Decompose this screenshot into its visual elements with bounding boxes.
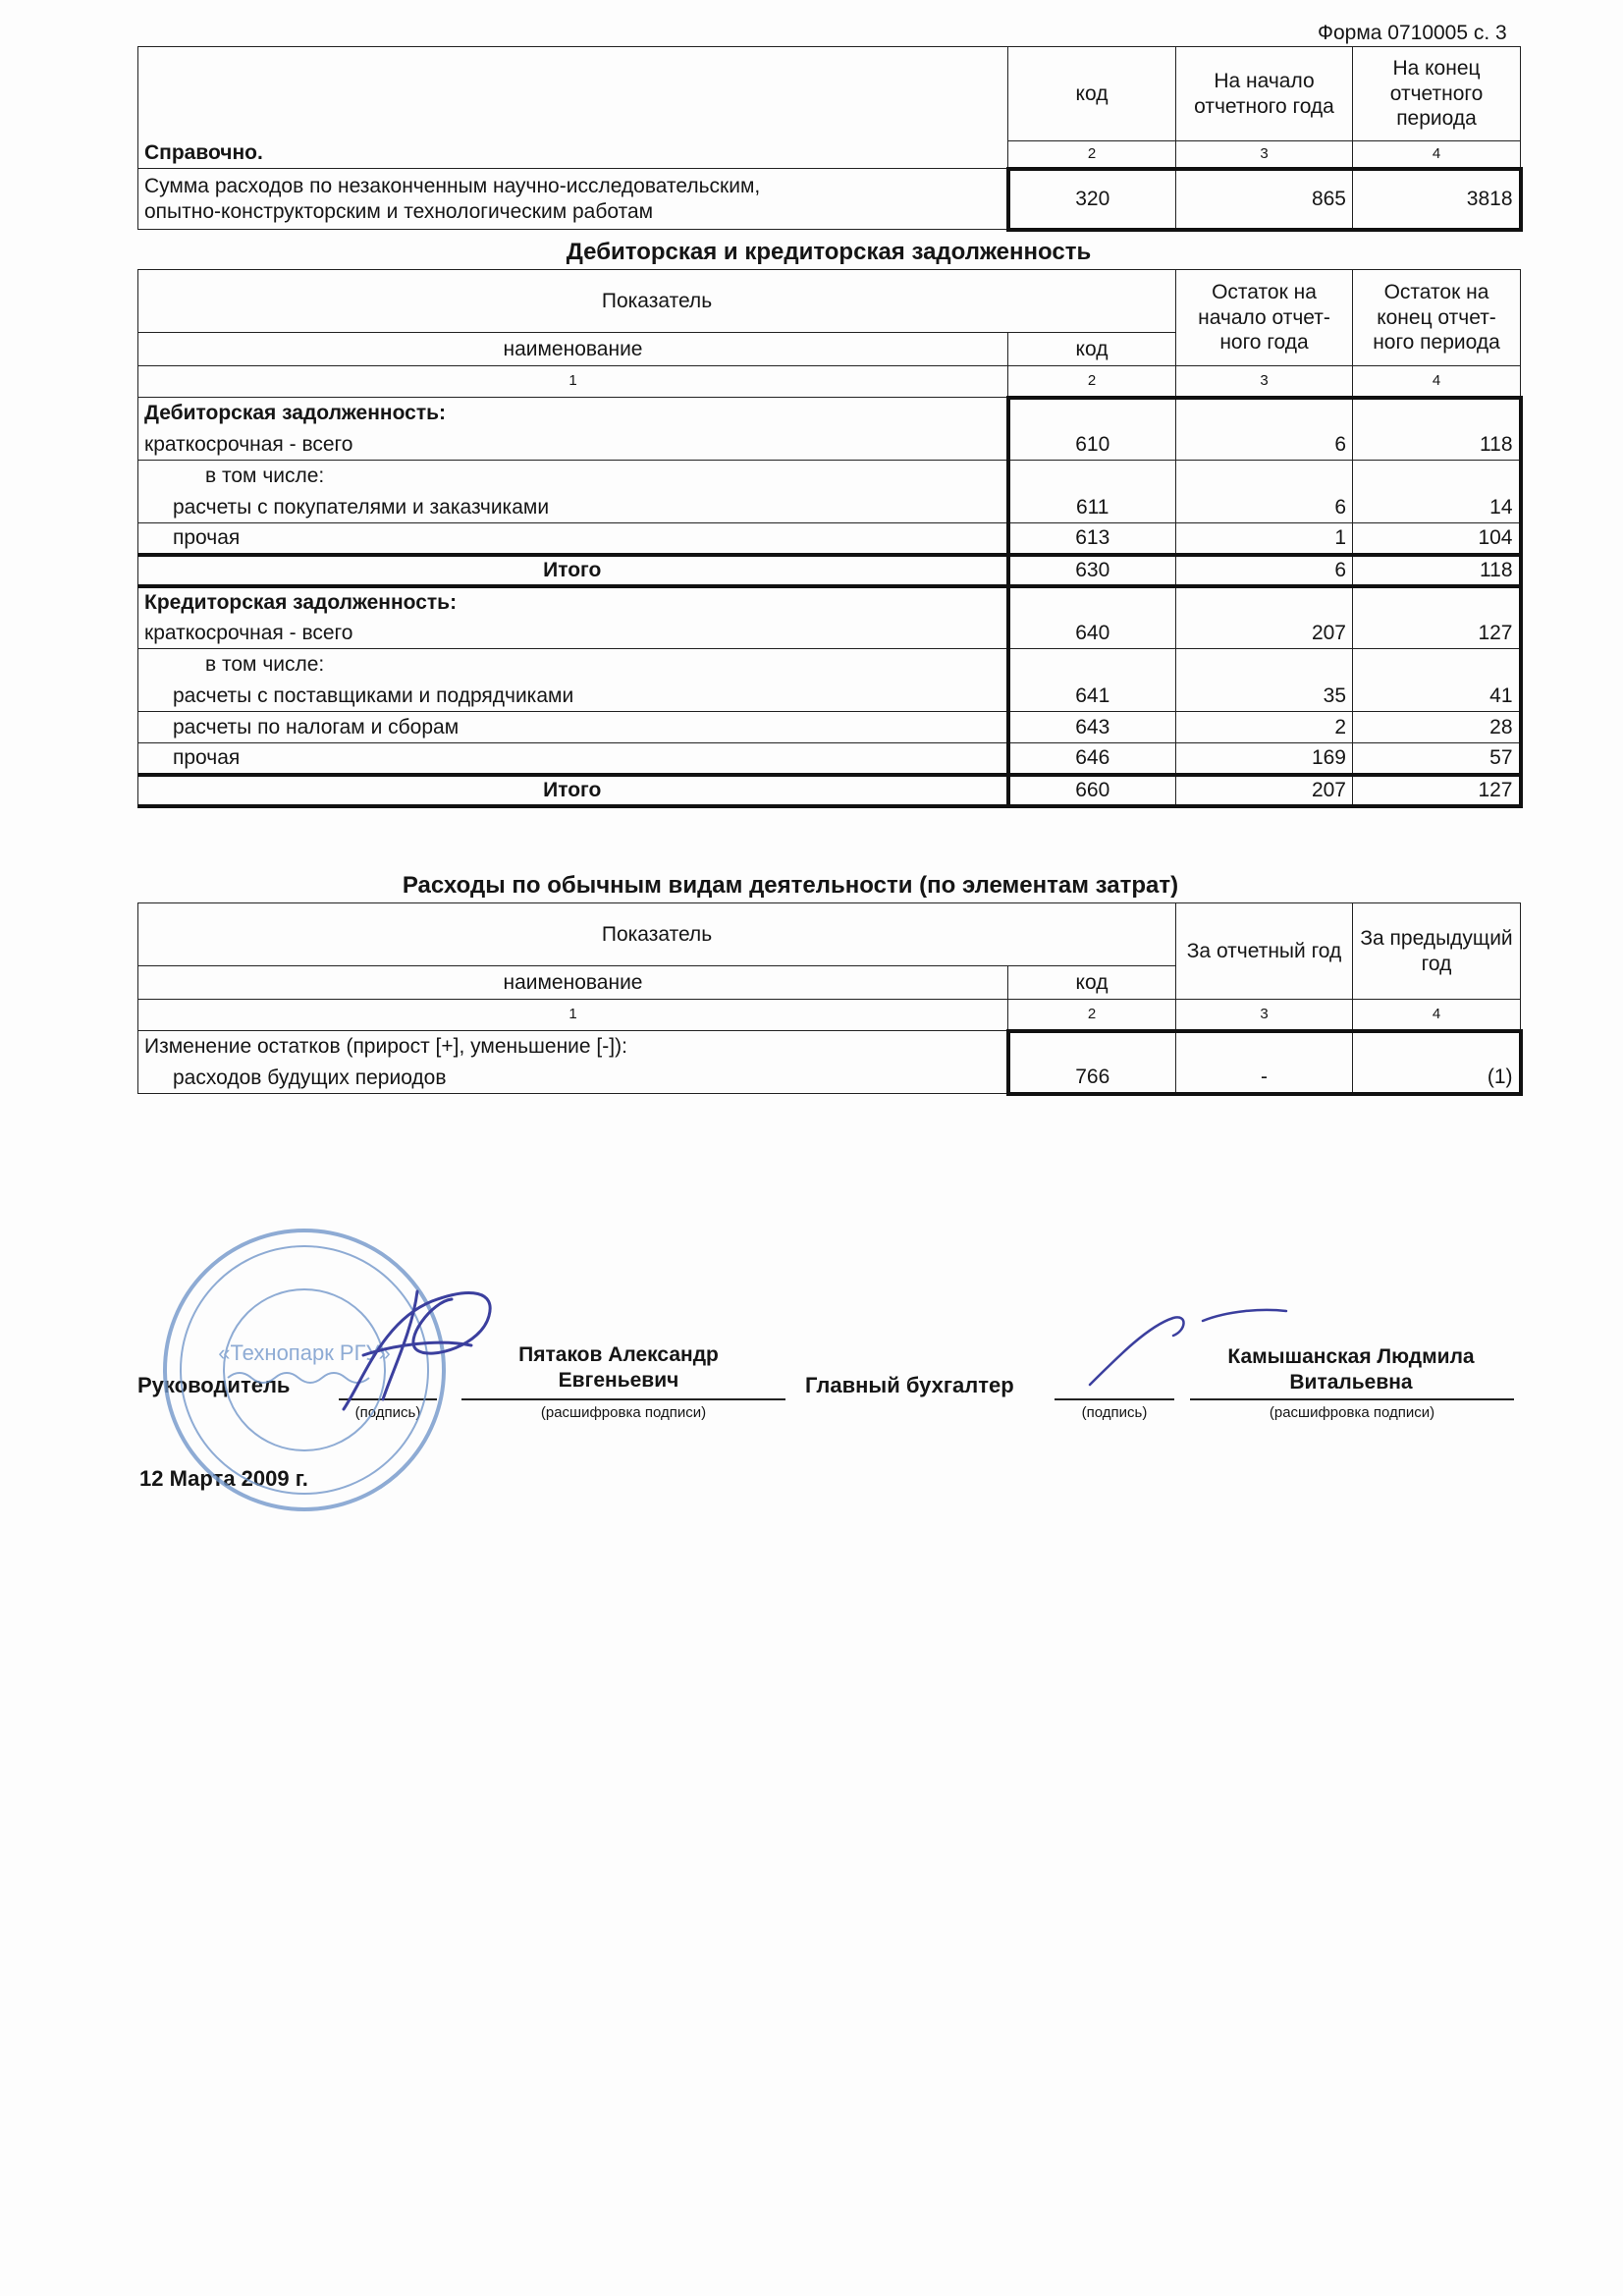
row-start-value: 207 — [1176, 618, 1353, 649]
accountant-signature-line — [1055, 1398, 1174, 1400]
row-current-value: - — [1176, 1063, 1353, 1094]
header-name: наименование — [138, 333, 1008, 366]
row-name: краткосрочная - всего — [138, 618, 1008, 649]
column-number: 2 — [1008, 366, 1176, 398]
row-start-value: 2 — [1176, 712, 1353, 743]
table-row — [138, 743, 1521, 775]
total-label: Итого — [138, 555, 1008, 586]
row-code: 643 — [1008, 712, 1176, 743]
row-code: 640 — [1008, 618, 1176, 649]
accountant-label: Главный бухгалтер — [805, 1373, 1014, 1397]
director-name-line: Пятаков Александр — [518, 1343, 719, 1366]
row-end-value: 57 — [1353, 743, 1521, 775]
receivables-section-title: Дебиторская и кредиторская задолженность — [566, 239, 1092, 265]
column-number: 4 — [1353, 1000, 1521, 1031]
row-start-value: 35 — [1176, 681, 1353, 712]
empty-cell — [1353, 649, 1521, 681]
column-number: 3 — [1176, 1000, 1353, 1031]
row-start-value: 6 — [1176, 429, 1353, 461]
column-number: 2 — [1008, 141, 1176, 169]
header-code: код — [1008, 47, 1176, 141]
header-code: код — [1008, 333, 1176, 366]
table-row — [138, 712, 1521, 743]
creditor-group-label: Кредиторская задолженность: — [138, 586, 1008, 618]
header-start-of-year: На начало отчетного года — [1176, 47, 1353, 141]
total-row — [138, 775, 1521, 806]
header-end-of-period: На конец отчетного периода — [1353, 47, 1521, 141]
column-number: 1 — [138, 366, 1008, 398]
row-end-value: 118 — [1353, 555, 1521, 586]
empty-cell — [1353, 1031, 1521, 1063]
row-name: расчеты по налогам и сборам — [138, 712, 1008, 743]
row-name-line: Сумма расходов по незаконченным научно-исследовательским, — [144, 174, 761, 197]
row-start-value: 865 — [1176, 169, 1353, 230]
row-name: расчеты с покупателями и заказчиками — [138, 492, 1008, 523]
stamp-center-text: «Технопарк РГУ» — [218, 1340, 391, 1365]
row-name: прочая — [138, 743, 1008, 775]
table-row — [138, 523, 1521, 555]
group-header-row — [138, 586, 1521, 618]
director-signature-caption: (подпись) — [354, 1404, 421, 1421]
table-row — [138, 429, 1521, 461]
form-number: Форма 0710005 с. 3 — [1318, 22, 1507, 44]
table-row — [138, 169, 1521, 230]
receivables-table — [137, 269, 1523, 808]
header-code: код — [1008, 966, 1176, 1000]
row-code: 630 — [1008, 555, 1176, 586]
debtor-group-label: Дебиторская задолженность: — [138, 398, 1008, 429]
header-current-year: За отчетный год — [1176, 903, 1353, 1000]
table-row — [138, 461, 1521, 492]
accountant-name-line: Камышанская Людмила — [1227, 1345, 1475, 1368]
row-code: 660 — [1008, 775, 1176, 806]
row-end-value: 127 — [1353, 618, 1521, 649]
header-end-balance: Остаток на конец отчет-ного периода — [1353, 270, 1521, 366]
empty-cell — [1353, 398, 1521, 429]
header-name: наименование — [138, 966, 1008, 1000]
row-name — [138, 169, 1008, 230]
row-code: 766 — [1008, 1063, 1176, 1094]
row-code: 320 — [1008, 169, 1176, 230]
director-name-line: Евгеньевич — [558, 1369, 679, 1393]
group-header-row — [138, 1031, 1521, 1063]
empty-cell — [1176, 461, 1353, 492]
total-label: Итого — [138, 775, 1008, 806]
director-handwritten-signature — [324, 1262, 520, 1429]
row-end-value: 41 — [1353, 681, 1521, 712]
row-code: 641 — [1008, 681, 1176, 712]
reference-label: Справочно. — [138, 47, 1008, 169]
header-start-balance: Остаток на начало отчет-ного года — [1176, 270, 1353, 366]
column-number: 4 — [1353, 366, 1521, 398]
table-row — [138, 1063, 1521, 1094]
row-start-value: 1 — [1176, 523, 1353, 555]
accountant-handwritten-signature — [1080, 1296, 1296, 1394]
row-code: 646 — [1008, 743, 1176, 775]
column-number: 2 — [1008, 1000, 1176, 1031]
empty-cell — [1353, 461, 1521, 492]
table-row — [138, 649, 1521, 681]
row-name: прочая — [138, 523, 1008, 555]
accountant-decode-line — [1190, 1398, 1514, 1400]
row-code: 611 — [1008, 492, 1176, 523]
empty-cell — [1008, 398, 1176, 429]
row-code: 613 — [1008, 523, 1176, 555]
director-decode-caption: (расшифровка подписи) — [540, 1404, 707, 1421]
row-name-line: опытно-конструкторским и технологическим работам — [144, 199, 654, 223]
empty-cell — [1176, 1031, 1353, 1063]
row-start-value: 207 — [1176, 775, 1353, 806]
row-code: 610 — [1008, 429, 1176, 461]
empty-cell — [1353, 586, 1521, 618]
group-header-row — [138, 398, 1521, 429]
column-number: 4 — [1353, 141, 1521, 169]
row-name: в том числе: — [138, 461, 1008, 492]
row-name: расчеты с поставщиками и подрядчиками — [138, 681, 1008, 712]
row-end-value: 118 — [1353, 429, 1521, 461]
row-name: краткосрочная - всего — [138, 429, 1008, 461]
row-end-value: 3818 — [1353, 169, 1521, 230]
empty-cell — [1176, 649, 1353, 681]
accountant-signature-caption: (подпись) — [1081, 1404, 1148, 1421]
row-end-value: 104 — [1353, 523, 1521, 555]
total-row — [138, 555, 1521, 586]
empty-cell — [1008, 649, 1176, 681]
row-group-label: Изменение остатков (прирост [+], уменьшение [-]): — [138, 1031, 1008, 1063]
header-indicator: Показатель — [138, 270, 1176, 333]
reference-table — [137, 46, 1523, 232]
table-row — [138, 618, 1521, 649]
report-date: 12 Марта 2009 г. — [139, 1466, 308, 1491]
column-number: 1 — [138, 1000, 1008, 1031]
director-label: Руководитель — [137, 1373, 291, 1397]
empty-cell — [1008, 586, 1176, 618]
row-previous-value: (1) — [1353, 1063, 1521, 1094]
expenses-table — [137, 902, 1523, 1096]
empty-cell — [1008, 461, 1176, 492]
empty-cell — [1176, 398, 1353, 429]
accountant-name-line: Витальевна — [1289, 1371, 1413, 1394]
row-start-value: 169 — [1176, 743, 1353, 775]
expenses-section-title: Расходы по обычным видам деятельности (по элементам затрат) — [402, 872, 1179, 899]
row-end-value: 14 — [1353, 492, 1521, 523]
row-start-value: 6 — [1176, 555, 1353, 586]
empty-cell — [1176, 586, 1353, 618]
header-indicator: Показатель — [138, 903, 1176, 966]
row-name: расходов будущих периодов — [138, 1063, 1008, 1094]
column-number: 3 — [1176, 366, 1353, 398]
empty-cell — [1008, 1031, 1176, 1063]
row-end-value: 28 — [1353, 712, 1521, 743]
column-number: 3 — [1176, 141, 1353, 169]
table-row — [138, 681, 1521, 712]
row-name: в том числе: — [138, 649, 1008, 681]
accountant-decode-caption: (расшифровка подписи) — [1269, 1404, 1435, 1421]
row-end-value: 127 — [1353, 775, 1521, 806]
table-row — [138, 492, 1521, 523]
header-previous-year: За предыдущий год — [1353, 903, 1521, 1000]
row-start-value: 6 — [1176, 492, 1353, 523]
